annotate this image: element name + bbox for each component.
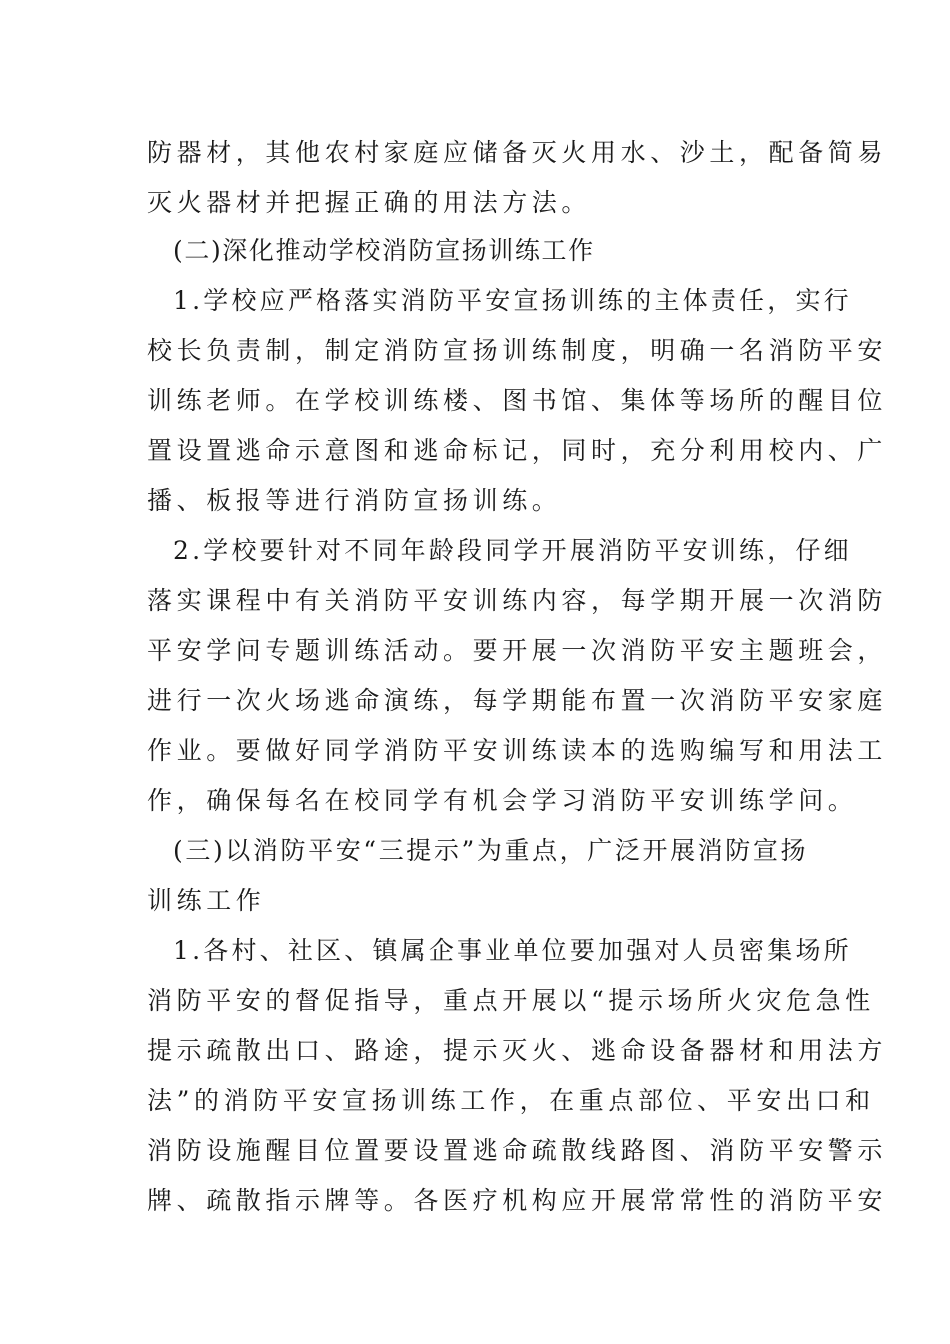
text-line: 2.学校要针对不同年龄段同学开展消防平安训练，仔细 bbox=[173, 536, 852, 565]
text-line: 校长负责制，制定消防宣扬训练制度，明确一名消防平安 bbox=[147, 336, 888, 365]
section-heading: (三)以消防平安“三提示”为重点，广泛开展消防宣扬 bbox=[173, 836, 809, 865]
text-line: 作业。要做好同学消防平安训练读本的选购编写和用法工 bbox=[147, 736, 888, 765]
text-line: 灭火器材并把握正确的用法方法。 bbox=[147, 188, 592, 217]
text-line: 置设置逃命示意图和逃命标记，同时，充分利用校内、广 bbox=[147, 436, 888, 465]
text-line: 提示疏散出口、路途，提示灭火、逃命设备器材和用法方 bbox=[147, 1036, 888, 1065]
text-line: 消防平安的督促指导，重点开展以“提示场所火灾危急性 bbox=[147, 986, 875, 1015]
text-line: 1.各村、社区、镇属企事业单位要加强对人员密集场所 bbox=[173, 936, 852, 965]
text-line: 法”的消防平安宣扬训练工作，在重点部位、平安出口和 bbox=[147, 1086, 875, 1115]
text-line: 1.学校应严格落实消防平安宣扬训练的主体责任，实行 bbox=[173, 286, 852, 315]
text-line: 训练老师。在学校训练楼、图书馆、集体等场所的醒目位 bbox=[147, 386, 888, 415]
text-line: 播、板报等进行消防宣扬训练。 bbox=[147, 486, 562, 515]
section-heading: (二)深化推动学校消防宣扬训练工作 bbox=[173, 236, 595, 265]
text-line: 消防设施醒目位置要设置逃命疏散线路图、消防平安警示 bbox=[147, 1136, 888, 1165]
text-line: 作，确保每名在校同学有机会学习消防平安训练学问。 bbox=[147, 786, 858, 815]
text-line: 平安学问专题训练活动。要开展一次消防平安主题班会， bbox=[147, 636, 888, 665]
text-line: 防器材，其他农村家庭应储备灭火用水、沙土，配备简易 bbox=[147, 138, 888, 167]
text-line: 牌、疏散指示牌等。各医疗机构应开展常常性的消防平安 bbox=[147, 1186, 888, 1215]
section-heading-continuation: 训练工作 bbox=[147, 886, 266, 915]
text-line: 进行一次火场逃命演练，每学期能布置一次消防平安家庭 bbox=[147, 686, 888, 715]
text-line: 落实课程中有关消防平安训练内容，每学期开展一次消防 bbox=[147, 586, 888, 615]
